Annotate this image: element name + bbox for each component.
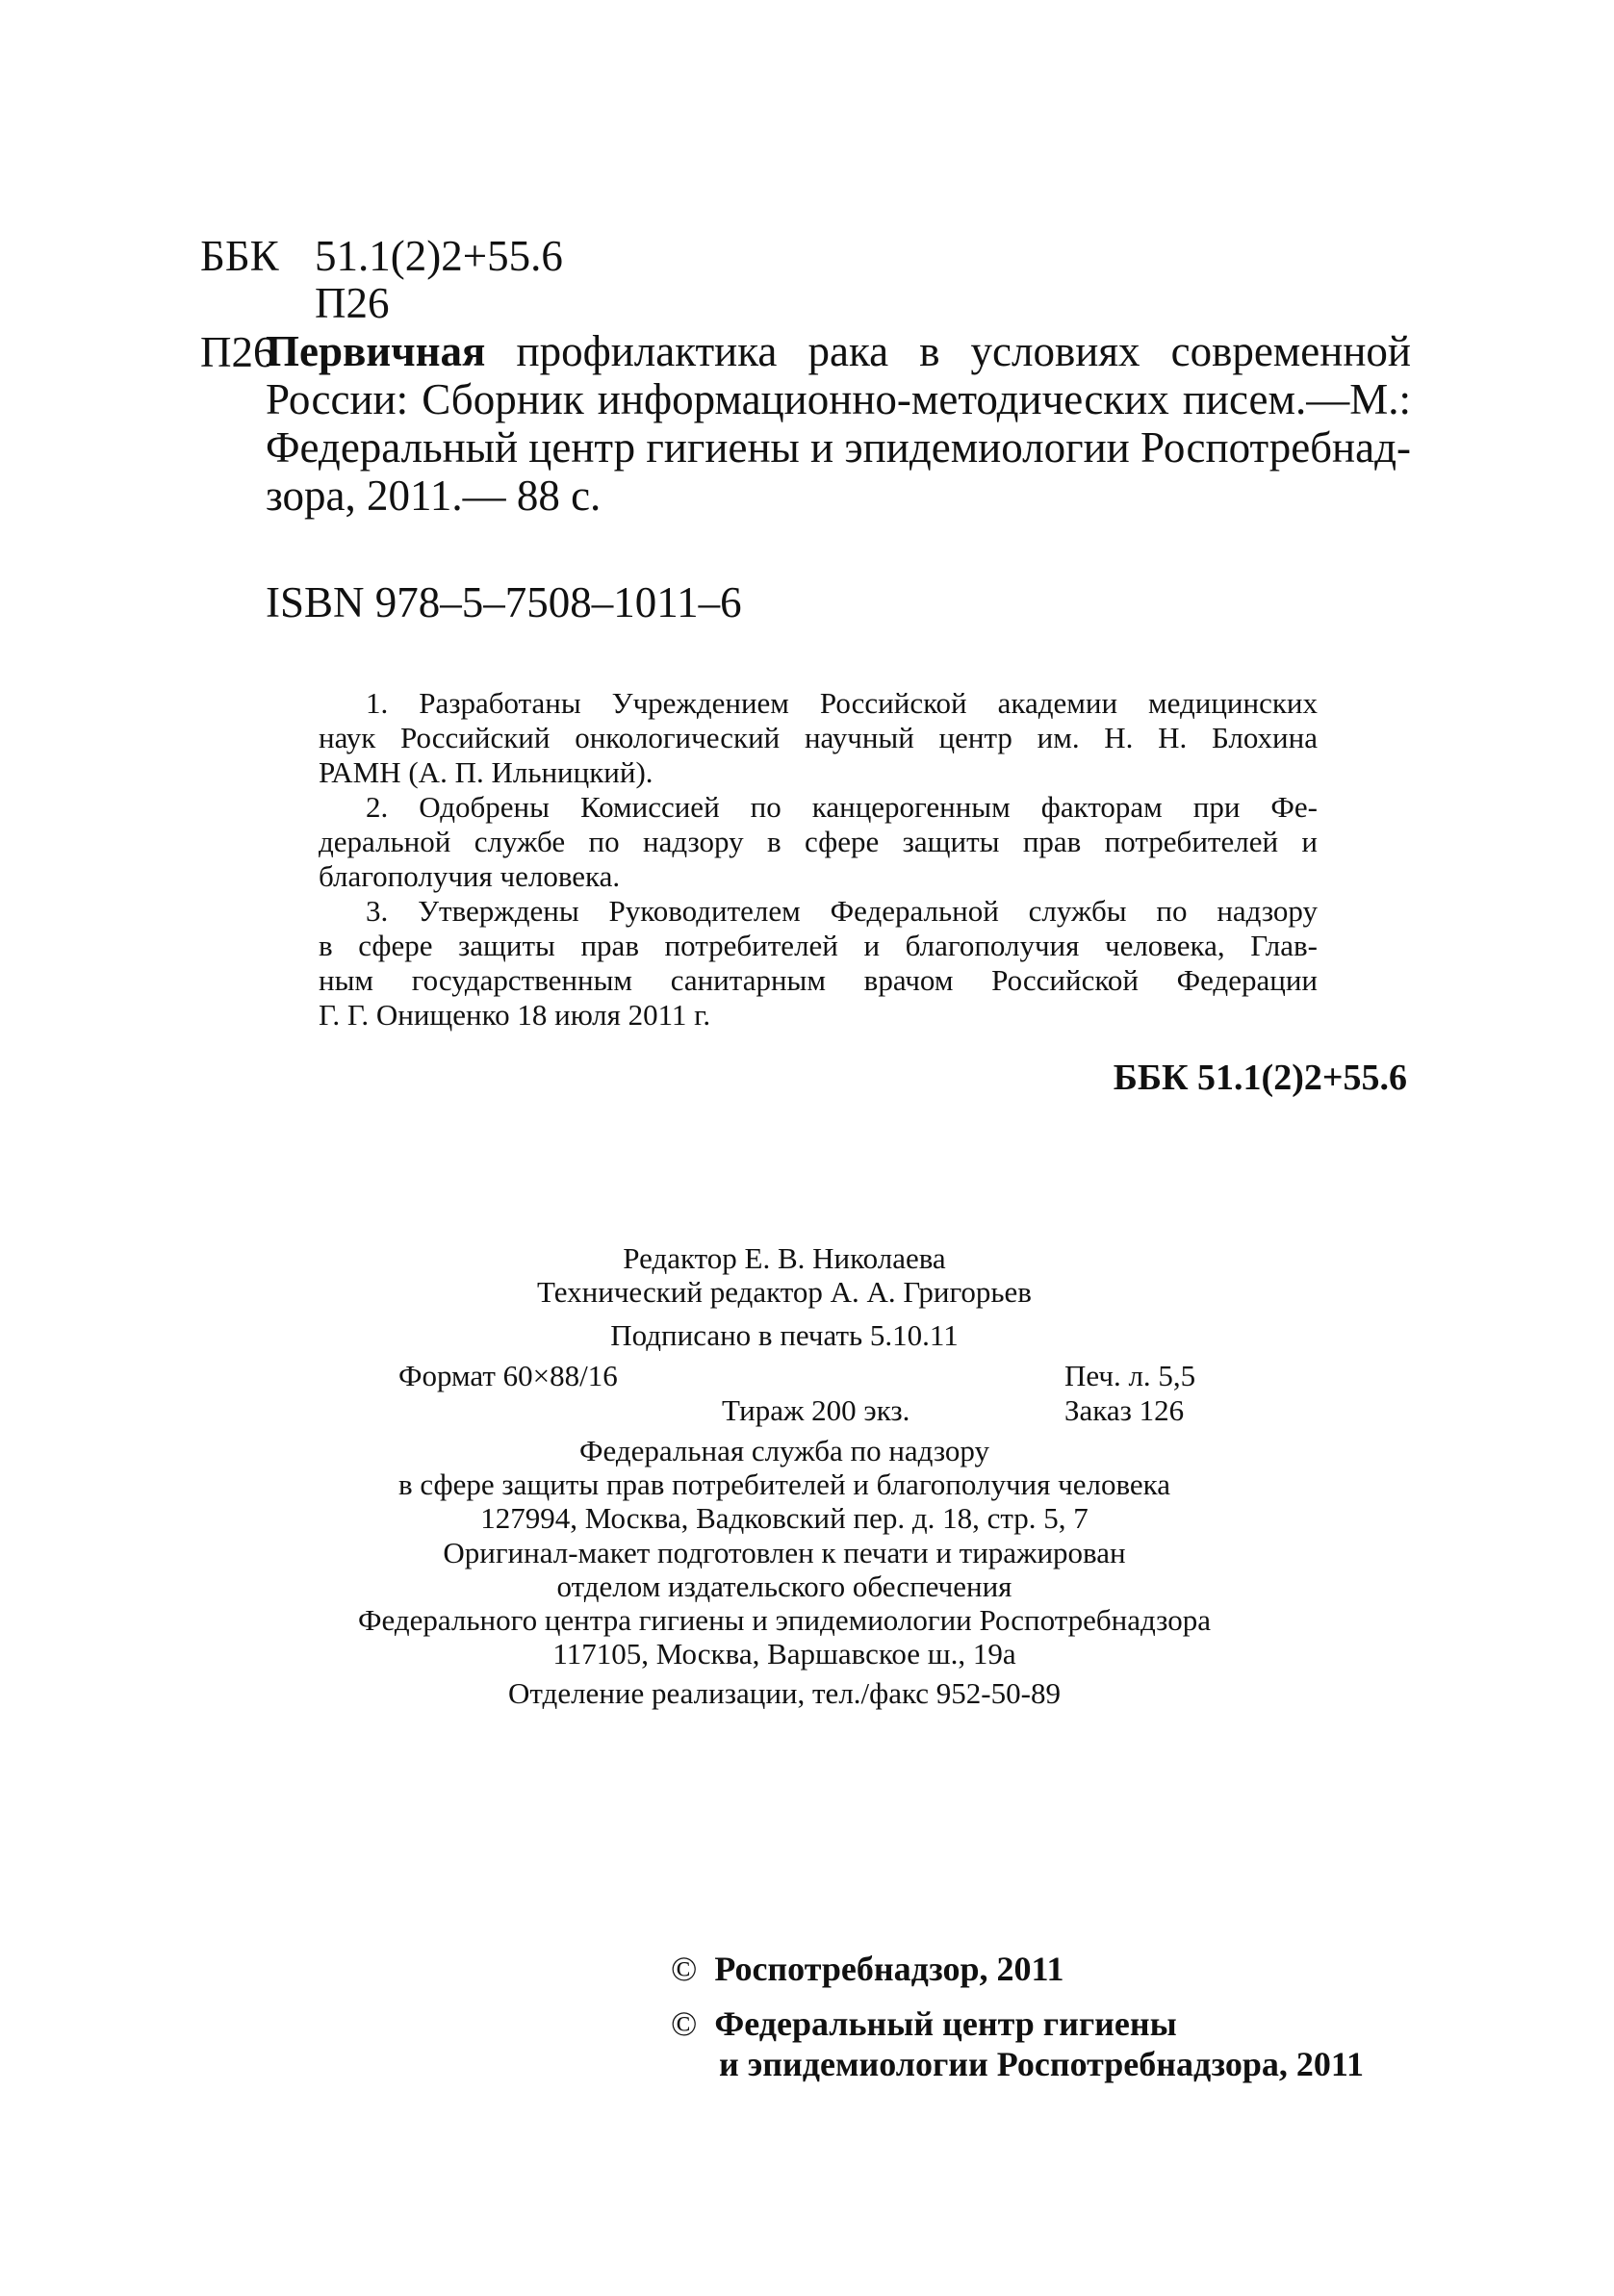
note-line: РАМН (А. П. Ильницкий). — [319, 755, 653, 789]
note-line: ным государственным санитарным врачом Российской Федерации — [319, 963, 1318, 997]
publisher-line: в сфере защиты прав потребителей и благополучия человека — [397, 1467, 1171, 1501]
description-line-2: России: Сборник информационно-методических писем.—М.: — [266, 375, 1411, 423]
bbk-label: ББК — [200, 232, 279, 280]
entry-code: П26 — [200, 328, 275, 376]
author-code: П26 — [315, 279, 390, 327]
note-line: деральной службе по надзору в сфере защиты прав потребителей и — [319, 825, 1318, 858]
copyright-icon: © — [671, 2004, 698, 2043]
printer-block — [289, 1536, 1280, 1671]
note-3 — [319, 894, 1318, 1033]
print-run: Тираж 200 экз. — [722, 1393, 910, 1427]
bibliographic-description — [266, 327, 1411, 520]
note-line: наук Российский онкологический научный центр им. Н. Н. Блохина — [319, 721, 1318, 754]
publisher-block — [289, 1434, 1280, 1535]
tech-editor: Технический редактор А. А. Григорьев — [537, 1275, 1032, 1309]
print-sheets: Печ. л. 5,5 — [1064, 1359, 1196, 1392]
printer-line: отделом издательского обеспечения — [556, 1569, 1012, 1603]
copyright-icon: © — [671, 1950, 698, 1988]
printer-line: Оригинал-макет подготовлен к печати и тиражирован — [443, 1536, 1126, 1569]
order-number: Заказ 126 — [1064, 1393, 1185, 1427]
format: Формат 60×88/16 — [398, 1359, 618, 1392]
copyright-holder: Роспотребнадзор, 2011 — [714, 1950, 1064, 1988]
title-bold: Первичная — [266, 327, 486, 375]
printer-address: 117105, Москва, Варшавское ш., 19а — [552, 1637, 1016, 1671]
copyright-holder: Федеральный центр гигиены — [714, 2004, 1177, 2043]
editor: Редактор Е. В. Николаева — [623, 1241, 946, 1275]
note-line: 1. Разработаны Учреждением Российской академии медицинских — [366, 686, 1318, 720]
title-rest: профилактика рака в условиях современной — [516, 327, 1411, 375]
description-line-3: Федеральный центр гигиены и эпидемиологии Роспотребнад- — [266, 423, 1411, 472]
copyright-1 — [671, 1949, 1064, 1989]
note-line: в сфере защиты прав потребителей и благополучия человека, Глав- — [319, 929, 1318, 962]
publisher-line: Федеральная служба по надзору — [579, 1434, 989, 1467]
printer-line: Федерального центра гигиены и эпидемиологии Роспотребнадзора — [358, 1603, 1211, 1637]
copyright-2-line-2: и эпидемиологии Роспотребнадзора, 2011 — [719, 2045, 1364, 2083]
publisher-address: 127994, Москва, Вадковский пер. д. 18, стр. 5, 7 — [480, 1501, 1089, 1535]
note-line: 2. Одобрены Комиссией по канцерогенным факторам при Фе- — [366, 790, 1318, 824]
note-line: благополучия человека. — [319, 859, 621, 893]
note-2 — [319, 790, 1318, 894]
bbk-code: 51.1(2)2+55.6 — [315, 232, 563, 280]
sales-contact: Отделение реализации, тел./факс 952-50-89 — [508, 1676, 1061, 1710]
description-line-1 — [266, 327, 1411, 375]
bbk-bottom: ББК 51.1(2)2+55.6 — [1113, 1058, 1407, 1098]
signed-date: Подписано в печать 5.10.11 — [610, 1318, 959, 1352]
sales-block — [289, 1676, 1280, 1710]
copyright-2 — [671, 2003, 1177, 2044]
signed-block — [289, 1318, 1280, 1352]
note-1 — [319, 686, 1318, 790]
editors-block — [289, 1241, 1280, 1309]
isbn: ISBN 978–5–7508–1011–6 — [266, 578, 742, 626]
note-line: 3. Утверждены Руководителем Федеральной службы по надзору — [366, 894, 1318, 928]
note-line: Г. Г. Онищенко 18 июля 2011 г. — [319, 998, 711, 1032]
approval-notes — [319, 686, 1318, 1033]
description-line-4: зора, 2011.— 88 с. — [266, 472, 602, 520]
